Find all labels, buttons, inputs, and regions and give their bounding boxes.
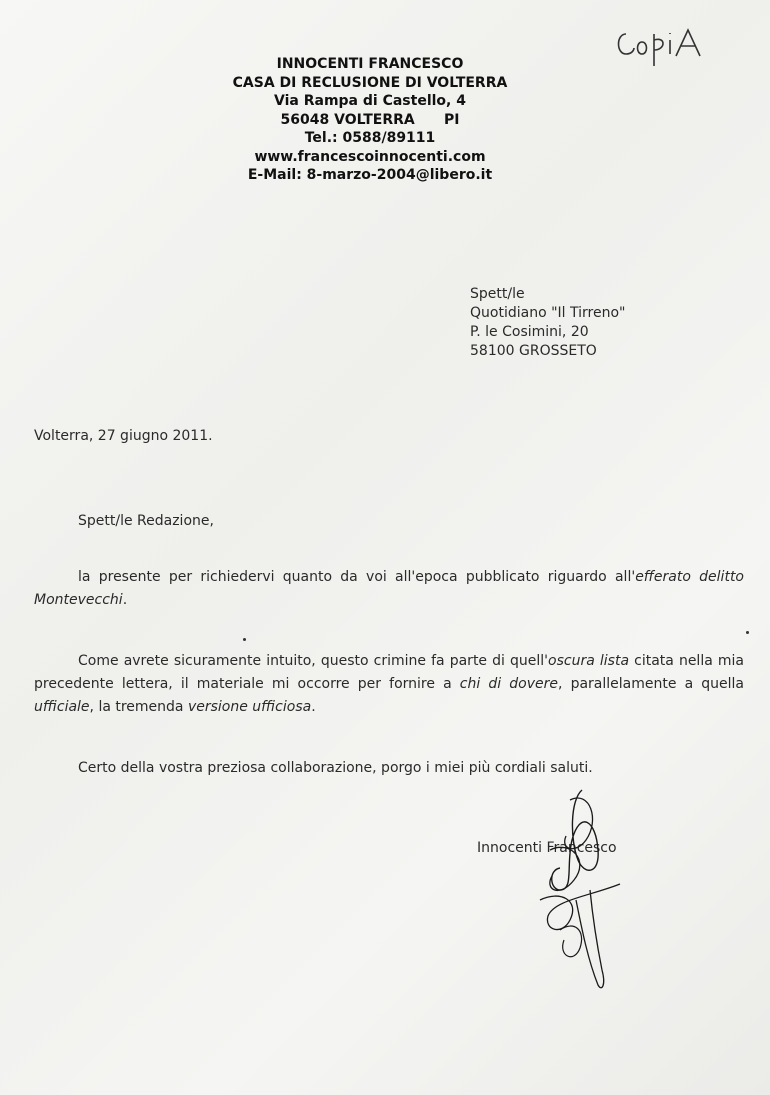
text-run: , parallelamente a quella [558, 676, 745, 692]
sender-header [200, 55, 540, 185]
letter-date: Volterra, 27 giugno 2011. [34, 428, 213, 444]
italic-text-run: oscura lista [548, 653, 630, 669]
text-run: la presente per richiedervi quanto da voi all'epoca pubblicato riguardo all' [78, 569, 636, 585]
text-run: Come avrete sicuramente intuito, questo crimine fa parte di quell' [78, 653, 549, 669]
text-run: citata nella mia precedente lettera, il materiale mi occorre per fornire a [34, 653, 744, 692]
recipient-line: Spett/le [470, 286, 525, 302]
recipient-address [470, 285, 625, 361]
body-paragraph-2 [34, 650, 744, 719]
italic-text-run: efferato delitto Montevecchi [34, 569, 744, 608]
italic-text-run: chi di dovere [459, 676, 558, 692]
handwritten-signature [530, 780, 650, 1000]
body-paragraph-1 [34, 566, 744, 612]
body-paragraph-3: Certo della vostra preziosa collaborazione, porgo i miei più cordiali saluti. [78, 760, 593, 776]
italic-text-run: ufficiale [34, 699, 90, 715]
copia-handwritten-note [612, 20, 712, 68]
recipient-line: P. le Cosimini, 20 [470, 324, 589, 340]
speck [243, 638, 246, 641]
text-run: . [122, 592, 128, 608]
salutation: Spett/le Redazione, [78, 513, 214, 529]
sender-city: 56048 VOLTERRA PI [280, 111, 460, 128]
text-run: . [311, 699, 316, 715]
sender-name: INNOCENTI FRANCESCO [276, 56, 464, 72]
signature-name: Innocenti Francesco [477, 840, 617, 856]
speck [746, 631, 749, 634]
sender-website: www.francescoinnocenti.com [254, 148, 486, 165]
sender-phone: Tel.: 0588/89111 [304, 130, 436, 146]
sender-email: E-Mail: 8-marzo-2004@libero.it [247, 167, 493, 183]
recipient-line: 58100 GROSSETO [470, 343, 597, 359]
italic-text-run: versione ufficiosa [187, 699, 312, 715]
text-run: , la tremenda [89, 699, 188, 715]
sender-street: Via Rampa di Castello, 4 [274, 93, 466, 109]
recipient-line: Quotidiano "Il Tirreno" [470, 305, 626, 321]
sender-institution: CASA DI RECLUSIONE DI VOLTERRA [232, 74, 508, 91]
